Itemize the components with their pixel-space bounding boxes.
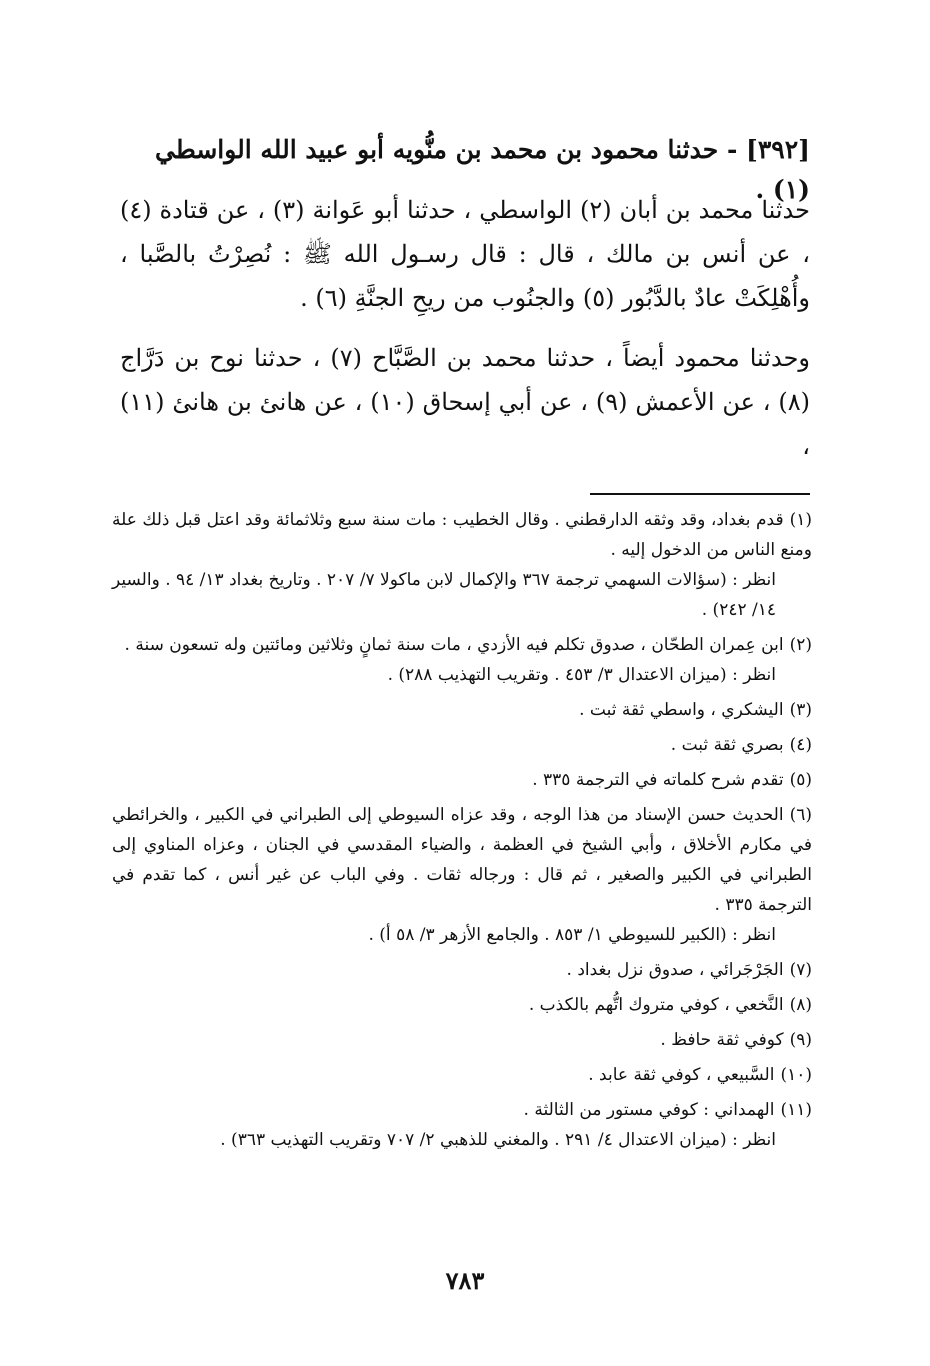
footnote	[112, 990, 812, 1020]
footnote-text: الحديث حسن الإسناد من هذا الوجه ، وقد عزاه السيوطي إلى الطبراني في الكبير ، والخرائطي في مكارم الأخلاق ، وأبي الشيخ في العظمة ، والضياء المقدسي في الجنان ، وعزاه المناوي إلى الطبراني في الكبير والصغير ، ثم قال : ورجاله ثقات . وفي الباب عن غير أنس ، كما تقدم في الترجمة ٣٣٥ .	[112, 805, 812, 915]
footnote-text: الهمداني : كوفي مستور من الثالثة .	[523, 1100, 775, 1120]
page-number: ٧٨٣	[445, 1266, 485, 1295]
hadith-paragraph: حدثنا محمد بن أبان (٢) الواسطي ، حدثنا أبو عَوانة (٣) ، عن قتادة (٤) ، عن أنس بن مالك ، قال : قال رسـول الله ﷺ : نُصِرْتُ بالصَّبا ، وأُهْلِكَتْ عادٌ بالدَّبُور (٥) والجنُوب من ريحِ الجنَّةِ (٦) .	[120, 196, 810, 312]
footnote-number: (١١)	[780, 1100, 812, 1120]
footnote	[112, 505, 812, 625]
footnote	[112, 695, 812, 725]
footnote-number: (٩)	[789, 1030, 812, 1050]
footnote-number: (٧)	[789, 960, 812, 980]
footnote-text: ابن عِمران الطحّان ، صدوق تكلم فيه الأزدي ، مات سنة ثمانٍ وثلاثين ومائتين وله تسعون سنة .	[124, 635, 784, 655]
footnote	[112, 1095, 812, 1155]
footnote	[112, 1025, 812, 1055]
footnote-number: (٣)	[789, 700, 812, 720]
footnote-reference: انظر : (الكبير للسيوطي ١/ ٨٥٣ . والجامع الأزهر ٣/ ٥٨ أ) .	[368, 925, 776, 945]
footnote-reference: انظر : (ميزان الاعتدال ٤/ ٢٩١ . والمغني للذهبي ٢/ ٧٠٧ وتقريب التهذيب ٣٦٣) .	[220, 1130, 776, 1150]
footnote-divider	[590, 493, 810, 495]
footnote	[112, 1060, 812, 1090]
footnote-number: (٤)	[789, 735, 812, 755]
footnotes-section	[112, 505, 812, 1160]
entry-heading: [٣٩٢] - حدثنا محمود بن محمد بن منُّويه أبو عبيد الله الواسطي (١) .	[154, 135, 810, 204]
footnote	[112, 800, 812, 950]
footnote-number: (٦)	[789, 805, 812, 825]
footnote-text: الجَرْجَرائي ، صدوق نزل بغداد .	[566, 960, 784, 980]
footnote-text: اليشكري ، واسطي ثقة ثبت .	[579, 700, 784, 720]
footnote-text: كوفي ثقة حافظ .	[660, 1030, 784, 1050]
footnote-reference: انظر : (سؤالات السهمي ترجمة ٣٦٧ والإكمال لابن ماكولا ٧/ ٢٠٧ . وتاريخ بغداد ١٣/ ٩٤ . والسير ١٤/ ٢٤٢) .	[112, 570, 777, 620]
footnote-number: (٥)	[789, 770, 812, 790]
footnote-number: (٨)	[789, 995, 812, 1015]
footnote-number: (٢)	[789, 635, 812, 655]
footnote	[112, 765, 812, 795]
hadith-paragraph: وحدثنا محمود أيضاً ، حدثنا محمد بن الصَّبَّاح (٧) ، حدثنا نوح بن دَرَّاج (٨) ، عن الأعمش (٩) ، عن أبي إسحاق (١٠) ، عن هانئ بن هانئ (١١) ،	[120, 344, 811, 460]
footnote-reference: انظر : (ميزان الاعتدال ٣/ ٤٥٣ . وتقريب التهذيب ٢٨٨) .	[387, 665, 776, 685]
footnote-text: السَّبيعي ، كوفي ثقة عابد .	[588, 1065, 775, 1085]
footnote	[112, 730, 812, 760]
footnote	[112, 630, 812, 690]
footnote-text: قدم بغداد، وقد وثقه الدارقطني . وقال الخطيب : مات سنة سبع وثلاثمائة وقد اعتل قبل ذلك علة ومنع الناس من الدخول إليه .	[112, 510, 812, 560]
footnote-number: (١٠)	[780, 1065, 812, 1085]
footnote	[112, 955, 812, 985]
footnote-number: (١)	[789, 510, 812, 530]
footnote-text: تقدم شرح كلماته في الترجمة ٣٣٥ .	[532, 770, 784, 790]
footnote-text: بصري ثقة ثبت .	[670, 735, 784, 755]
footnote-text: النَّخعي ، كوفي متروك اتُّهم بالكذب .	[528, 995, 784, 1015]
